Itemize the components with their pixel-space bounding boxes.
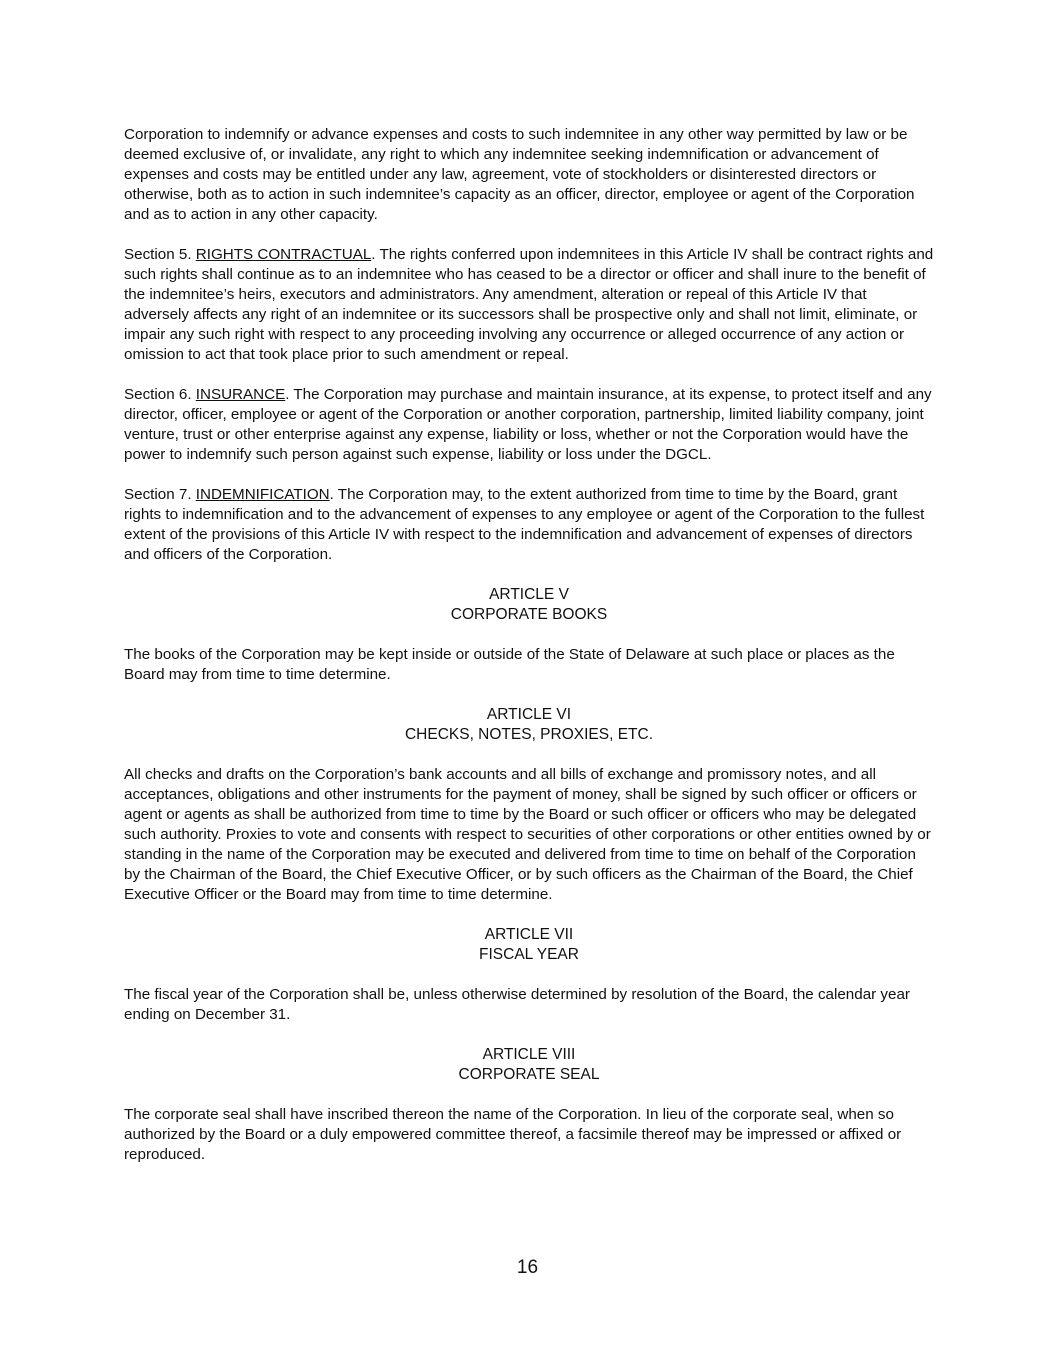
article-vii-body: The fiscal year of the Corporation shall be, unless otherwise determined by resolution of the Board, the calendar year ending on December 31.: [124, 986, 910, 1023]
article-v-title: CORPORATE BOOKS: [450, 606, 608, 623]
section-7-title: INDEMNIFICATION: [195, 486, 330, 503]
section-5-title: RIGHTS CONTRACTUAL: [195, 246, 372, 263]
article-viii-number: ARTICLE VIII: [482, 1046, 576, 1063]
article-vii-title: FISCAL YEAR: [479, 946, 579, 963]
article-vii-heading: [124, 925, 934, 965]
continuation-paragraph: Corporation to indemnify or advance expenses and costs to such indemnitee in any other way permitted by law or be deemed exclusive of, or invalidate, any right to which any indemnitee seeking indemnification or advancement of expenses and costs may be entitled under any law, agreement, vote of stockholders or disinterested directors or otherwise, both as to action in such indemnitee’s capacity as an officer, director, employee or agent of the Corporation and as to action in any other capacity.: [124, 126, 915, 223]
article-v-heading: [124, 585, 934, 625]
article-v-body: The books of the Corporation may be kept inside or outside of the State of Delaware at such place or places as the Board may from time to time determine.: [124, 646, 895, 683]
article-viii-heading: [124, 1045, 934, 1085]
article-vi-number: ARTICLE VI: [486, 706, 572, 723]
section-6-paragraph: [124, 385, 934, 465]
document-page: [124, 125, 934, 1185]
section-5-body: . The rights conferred upon indemnitees in this Article IV shall be contract rights and such rights shall continue as to an indemnitee who has ceased to be a director or officer and shall inure to the benefit of the indemnitee’s heirs, executors and administrators. Any amendment, alteration or repeal of this Article IV that adversely affects any right of an indemnitee or its successors shall be prospective only and shall not limit, eliminate, or impair any such right with respect to any proceeding involving any occurrence or alleged occurrence of any action or omission to act that took place prior to such amendment or repeal.: [124, 246, 934, 363]
article-vi-title: CHECKS, NOTES, PROXIES, ETC.: [404, 726, 654, 743]
section-5-label: Section 5.: [124, 246, 196, 263]
article-viii-title: CORPORATE SEAL: [458, 1066, 600, 1083]
section-7-body: . The Corporation may, to the extent authorized from time to time by the Board, grant rights to indemnification and to the advancement of expenses to any employee or agent of the Corporation to the fullest extent of the provisions of this Article IV with respect to the indemnification and advancement of expenses of directors and officers of the Corporation.: [124, 486, 925, 563]
article-vi-body: All checks and drafts on the Corporation’s bank accounts and all bills of exchange and promissory notes, and all acceptances, obligations and other instruments for the payment of money, shall be signed by such officer or officers or agent or agents as shall be authorized from time to time by the Board or such officer or officers who may be delegated such authority. Proxies to vote and consents with respect to securities of other corporations or other entities owned by or standing in the name of the Corporation may be executed and delivered from time to time on behalf of the Corporation by the Chairman of the Board, the Chief Executive Officer, or by such officers as the Chairman of the Board, the Chief Executive Officer or the Board may from time to time determine.: [124, 766, 931, 903]
section-6-label: Section 6.: [124, 386, 196, 403]
article-viii-body: The corporate seal shall have inscribed thereon the name of the Corporation. In lieu of the corporate seal, when so authorized by the Board or a duly empowered committee thereof, a facsimile thereof may be impressed or affixed or reproduced.: [124, 1106, 902, 1163]
article-v-number: ARTICLE V: [489, 586, 569, 603]
page-number: 16: [516, 1257, 539, 1278]
section-6-body: . The Corporation may purchase and maintain insurance, at its expense, to protect itself and any director, officer, employee or agent of the Corporation or another corporation, partnership, limited liability company, joint venture, trust or other enterprise against any expense, liability or loss, whether or not the Corporation would have the power to indemnify such person against such expense, liability or loss under the DGCL.: [124, 386, 932, 463]
article-vii-number: ARTICLE VII: [484, 926, 574, 943]
section-6-title: INSURANCE: [195, 386, 286, 403]
section-7-paragraph: [124, 485, 934, 565]
article-vi-heading: [124, 705, 934, 745]
section-7-label: Section 7.: [124, 486, 196, 503]
section-5-paragraph: [124, 245, 934, 365]
